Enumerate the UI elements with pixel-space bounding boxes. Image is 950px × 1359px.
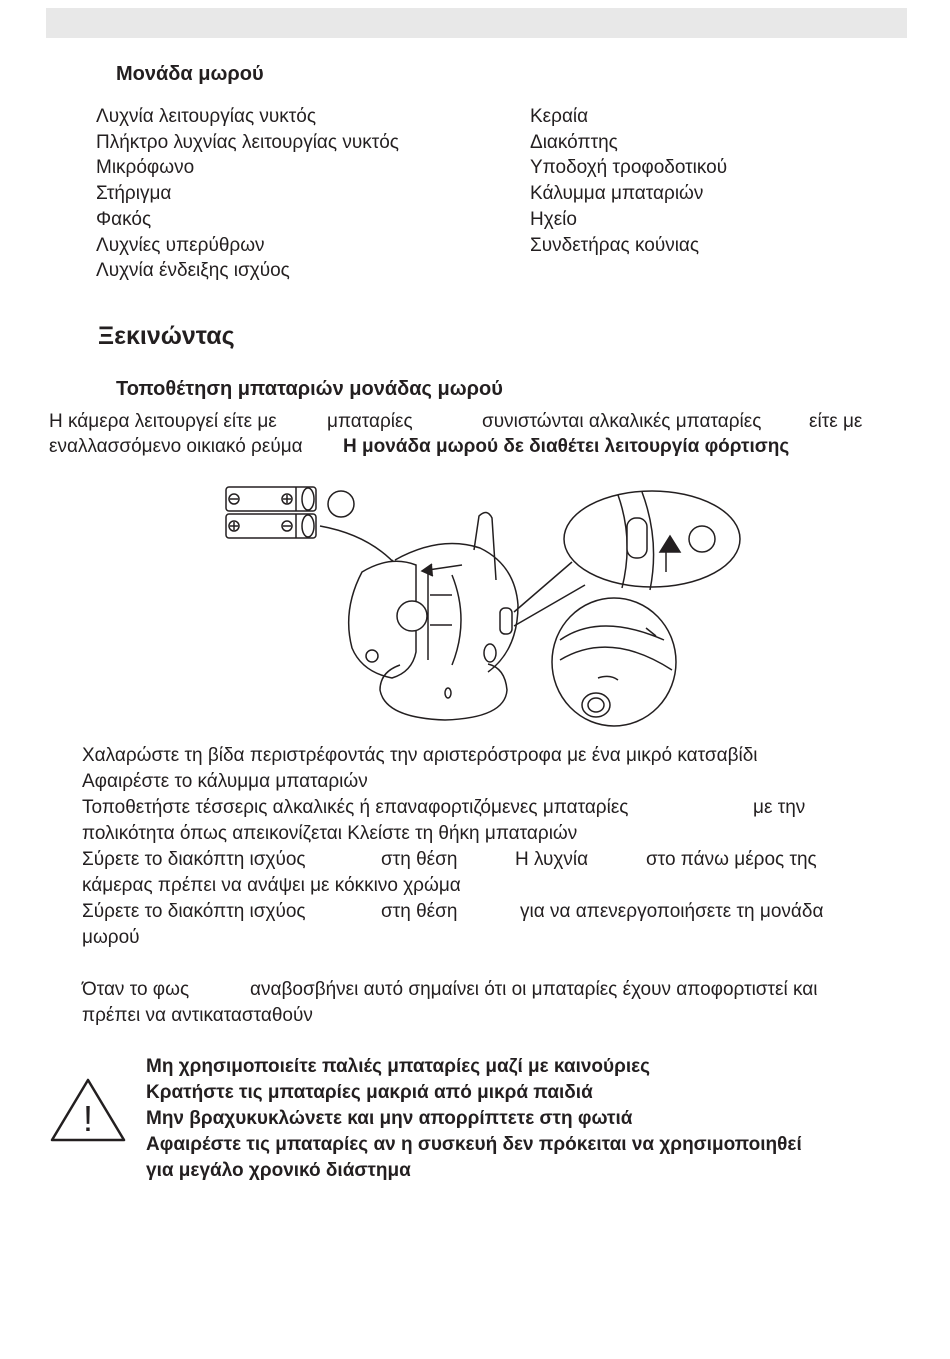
step-text: στο πάνω μέρος της [646, 849, 817, 870]
part-item: Λυχνία λειτουργίας νυκτός [96, 106, 316, 127]
step-text: μωρού [82, 927, 140, 948]
part-item: Ηχείο [530, 208, 577, 230]
warning-icon [50, 1076, 130, 1146]
intro-text: εναλλασσόμενο οικιακό ρεύμα [49, 436, 303, 457]
intro-text: Η κάμερα λειτουργεί είτε με [49, 411, 277, 432]
warning-item: Μην βραχυκυκλώνετε και μην απορρίπτετε στη φωτιά [146, 1108, 633, 1129]
warning-item: Αφαιρέστε τις μπαταρίες αν η συσκευή δεν πρόκειται να χρησιμοποιηθεί [146, 1134, 802, 1155]
intro-text: συνιστώνται αλκαλικές μπαταρίες [482, 411, 762, 432]
intro-text: μπαταρίες [327, 411, 413, 432]
intro-bold-text: Η μονάδα μωρού δε διαθέτει λειτουργία φόρτισης [343, 436, 790, 457]
step-text: για να απενεργοποιήσετε τη μονάδα [520, 901, 824, 922]
note-text: Όταν το φως [82, 979, 190, 1000]
step-text: Τοποθετήστε τέσσερις αλκαλικές ή επαναφορτιζόμενες μπαταρίες [82, 797, 629, 818]
step-text: Σύρετε το διακόπτη ισχύος [82, 849, 306, 870]
part-item: Διακόπτης [530, 131, 618, 153]
steps-block [82, 743, 758, 795]
step-text: στη θέση [381, 849, 458, 870]
part-item: Συνδετήρας κούνιας [530, 234, 700, 256]
baby-unit-title: Μονάδα μωρού [116, 63, 264, 85]
part-item: Κεραία [530, 106, 589, 127]
warning-item: Μη χρησιμοποιείτε παλιές μπαταρίες μαζί με καινούριες [146, 1056, 651, 1077]
step-text: Αφαιρέστε το κάλυμμα μπαταριών [82, 771, 368, 792]
section-subtitle: Τοποθέτηση μπαταριών μονάδας μωρού [116, 378, 503, 400]
step-text: με την [753, 797, 806, 818]
step-text: πολικότητα όπως απεικονίζεται Κλείστε τη θήκη μπαταριών [82, 823, 578, 844]
step-text: Η λυχνία [515, 849, 589, 870]
warning-symbol: ! [82, 1098, 94, 1139]
step-text: Σύρετε το διακόπτη ισχύος [82, 901, 306, 922]
intro-text: είτε με [809, 411, 863, 432]
note-text: αναβοσβήνει αυτό σημαίνει ότι οι μπαταρίες έχουν αποφορτιστεί και [250, 979, 818, 1000]
part-item: Πλήκτρο λυχνίας λειτουργίας νυκτός [96, 131, 399, 153]
part-item: Στήριγμα [96, 183, 172, 205]
part-item: Λυχνίες υπερύθρων [96, 234, 265, 256]
header-bar [46, 8, 907, 38]
step-text: Χαλαρώστε τη βίδα περιστρέφοντάς την αριστερόστροφα με ένα μικρό κατσαβίδι [82, 745, 758, 766]
part-item: Λυχνία ένδειξης ισχύος [96, 260, 290, 282]
part-item: Κάλυμμα μπαταριών [530, 183, 704, 205]
part-item: Μικρόφωνο [96, 157, 195, 179]
part-item: Φακός [96, 208, 152, 230]
parts-list-right [530, 104, 727, 258]
note-text: πρέπει να αντικατασταθούν [82, 1005, 313, 1026]
warnings-block [146, 1054, 802, 1184]
step-text: κάμερας πρέπει να ανάψει με κόκκινο χρώμα [82, 875, 461, 896]
part-item: Υποδοχή τροφοδοτικού [530, 157, 728, 179]
parts-list-left [96, 104, 399, 284]
step-text: στη θέση [381, 901, 458, 922]
warning-item: Κρατήστε τις μπαταρίες μακριά από μικρά παιδιά [146, 1082, 593, 1103]
warning-item: για μεγάλο χρονικό διάστημα [146, 1160, 411, 1181]
section-title: Ξεκινώντας [98, 322, 235, 350]
